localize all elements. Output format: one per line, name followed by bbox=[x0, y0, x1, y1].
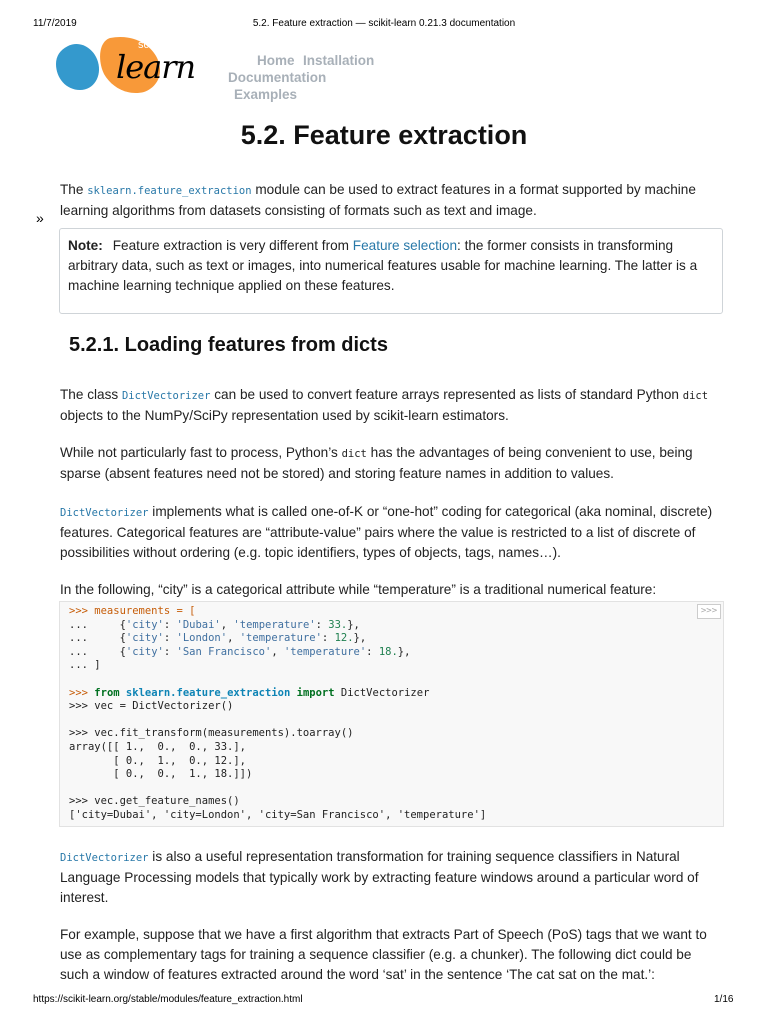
code-block bbox=[59, 601, 724, 827]
print-footer-url: https://scikit-learn.org/stable/modules/feature_extraction.html bbox=[33, 994, 303, 1005]
paragraph-one-hot: DictVectorizer implements what is called one-of-K or “one-hot” coding for categorical (aka nominal, discrete) features. Categorical features are “attribute-value” pairs where the value is restricted to a list of discrete of possibilities without ordering (e.g. topic identifiers, types of objects, tags, names…). bbox=[60, 504, 713, 560]
print-page-number: 1/16 bbox=[714, 994, 734, 1005]
section-title: 5.2.1. Loading features from dicts bbox=[69, 334, 388, 356]
paragraph-nlp: DictVectorizer is also a useful representation transformation for training sequence classifiers in Natural Language Processing models that typically work by extracting feature windows around a particular word of interest. bbox=[60, 849, 699, 905]
logo-scikit-text: scikit bbox=[138, 39, 163, 51]
toggle-prompt-button[interactable]: >>> bbox=[697, 604, 721, 619]
feature-selection-link[interactable]: Feature selection bbox=[352, 238, 458, 253]
dictvectorizer-link[interactable]: DictVectorizer bbox=[60, 507, 149, 519]
intro-paragraph: The sklearn.feature_extraction module can be used to extract features in a format supported by machine learning algorithms from datasets consisting of formats such as text and image. bbox=[60, 182, 696, 218]
note-box: Note: Feature extraction is very different from Feature selection: the former consists in transforming arbitrary data, such as text or images, into numerical features usable for machine learning. The latter is a machine learning technique applied on these features. bbox=[59, 228, 723, 314]
scikit-learn-logo[interactable] bbox=[52, 34, 212, 96]
paragraph-example-intro: In the following, “city” is a categorical attribute while “temperature” is a traditional numerical feature: bbox=[60, 582, 657, 597]
print-title: 5.2. Feature extraction — scikit-learn 0.21.3 documentation bbox=[252, 18, 516, 29]
page-title: 5.2. Feature extraction bbox=[240, 120, 528, 150]
note-label: Note: bbox=[68, 238, 103, 253]
nav-home-link[interactable]: Home bbox=[257, 53, 295, 68]
nav-documentation-link[interactable]: Documentation bbox=[228, 70, 327, 85]
nav-examples-link[interactable]: Examples bbox=[234, 87, 298, 102]
code-content: >>> measurements = [ ... {'city': 'Dubai', 'temperature': 33.}, ... {'city': 'London', 'temperature': 12.}, ... {'city': 'San Francisco', 'temperature': 18.}, ... ] >>> from sklearn.feature_extraction import DictVectorizer >>> vec = DictVectorizer() >>> vec.fit_transform(measurements).toarray() array([[ 1., 0., 0., 33.], [ 0., 1., 0., 12.], [ 0., 0., 1., 18.]]) >>> vec.get_feature_names() ['city=Dubai', 'city=London', 'city=San Francisco', 'temperature'] bbox=[69, 605, 487, 821]
module-link[interactable]: sklearn.feature_extraction bbox=[87, 185, 252, 197]
paragraph-dictvectorizer-intro: The class DictVectorizer can be used to convert feature arrays represented as lists of standard Python dict objects to the NumPy/SciPy representation used by scikit-learn estimators. bbox=[60, 387, 709, 423]
nav-installation-link[interactable]: Installation bbox=[303, 53, 375, 68]
sidebar-toggle-icon[interactable]: » bbox=[36, 210, 44, 226]
paragraph-dict-advantages: While not particularly fast to process, Python’s dict has the advantages of being convenient to use, being sparse (absent features need not be stored) and storing feature names in addition to values. bbox=[60, 445, 693, 481]
paragraph-pos-example: For example, suppose that we have a first algorithm that extracts Part of Speech (PoS) tags that we want to use as complementary tags for training a sequence classifier (e.g. a chunker). The following dict could be such a window of features extracted around the word ‘sat’ in the sentence ‘The cat sat on the mat.’: bbox=[60, 927, 707, 982]
print-date: 11/7/2019 bbox=[33, 18, 77, 29]
dictvectorizer-link[interactable]: DictVectorizer bbox=[121, 390, 211, 402]
dictvectorizer-link[interactable]: DictVectorizer bbox=[60, 852, 149, 864]
logo-learn-text: learn bbox=[116, 48, 196, 86]
